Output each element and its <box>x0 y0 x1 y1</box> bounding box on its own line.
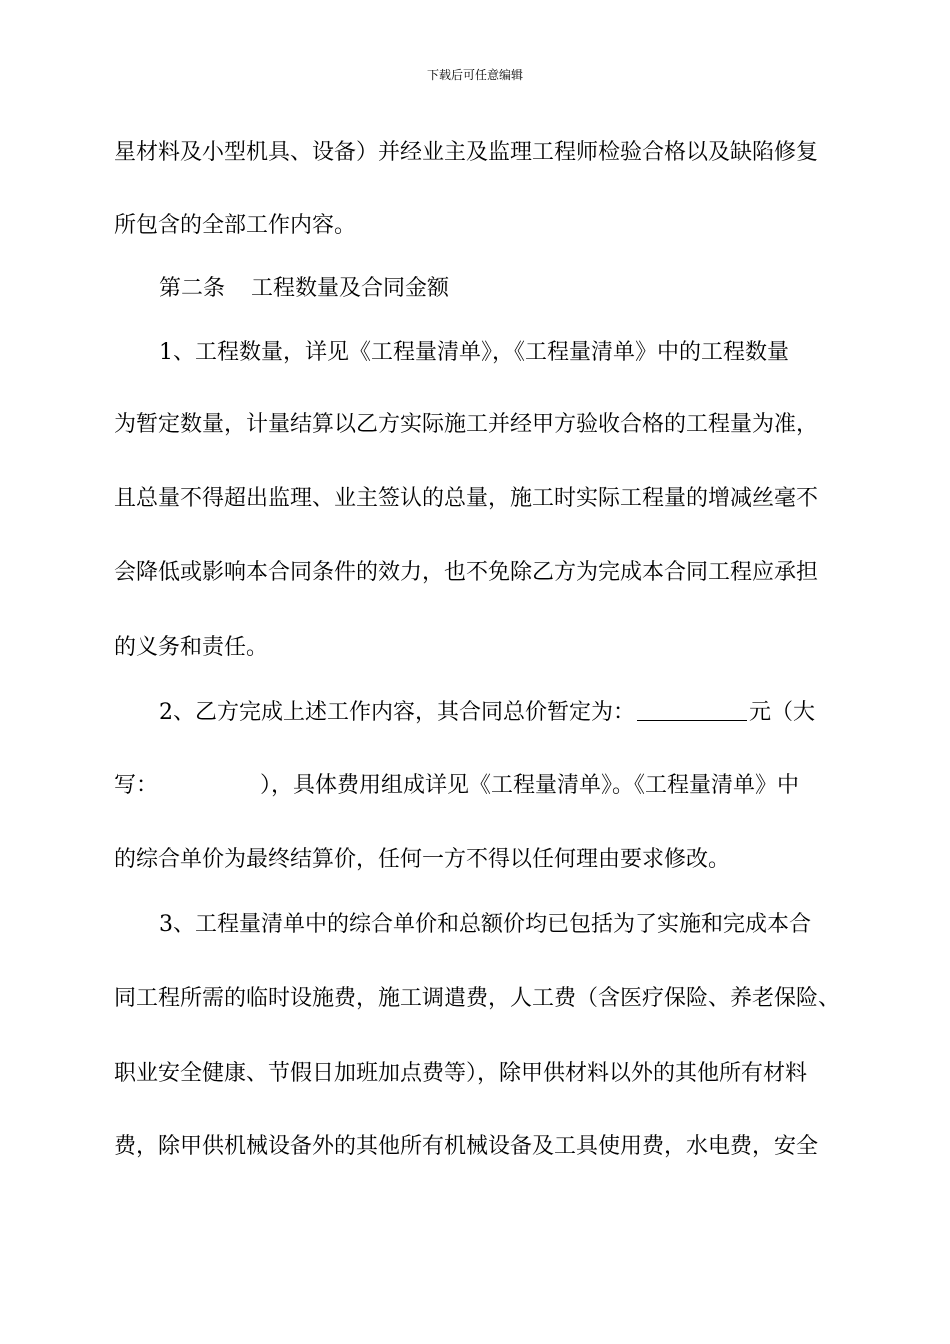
paragraph-1-line: 的义务和责任。 <box>114 635 269 660</box>
paragraph-2-line: 的综合单价为最终结算价，任何一方不得以任何理由要求修改。 <box>114 847 731 872</box>
paragraph-3-line: 职业安全健康、节假日加班加点费等），除甲供材料以外的其他所有材料 <box>114 1061 808 1086</box>
paragraph-3-line: 费，除甲供机械设备外的其他所有机械设备及工具使用费，水电费，安全 <box>114 1134 819 1159</box>
article-title: 工程数量及合同金额 <box>251 276 450 301</box>
capital-label: 写： <box>114 773 159 798</box>
paragraph-3-line: 3、工程量清单中的综合单价和总额价均已包括为了实施和完成本合 <box>159 912 811 937</box>
text-line: 星材料及小型机具、设备）并经业主及监理工程师检验合格以及缺陷修复 <box>114 140 819 165</box>
cost-detail-text: ），具体费用组成详见《工程量清单》。《工程量清单》中 <box>260 773 800 798</box>
paragraph-1-line: 1、工程数量，详见《工程量清单》，《工程量清单》中的工程数量 <box>159 340 789 365</box>
paragraph-1-line: 会降低或影响本合同条件的效力，也不免除乙方为完成本合同工程应承担 <box>114 560 819 585</box>
paragraph-1-line: 且总量不得超出监理、业主签认的总量，施工时实际工程量的增减丝毫不 <box>114 486 819 511</box>
currency-text: 元（大 <box>749 700 816 725</box>
page-header: 下载后可任意编辑 <box>426 68 523 82</box>
contract-amount-blank[interactable] <box>637 698 747 721</box>
text-line: 所包含的全部工作内容。 <box>114 213 357 238</box>
paragraph-1-line: 为暂定数量，计量结算以乙方实际施工并经甲方验收合格的工程量为准， <box>114 412 819 437</box>
paragraph-2-line <box>114 771 854 801</box>
paragraph-3-line: 同工程所需的临时设施费，施工调遣费，人工费（含医疗保险、养老保险、 <box>114 986 841 1011</box>
article-heading <box>159 274 854 304</box>
total-price-text: 2、乙方完成上述工作内容，其合同总价暂定为： <box>159 700 635 725</box>
paragraph-2-line <box>159 698 854 728</box>
article-number: 第二条 <box>159 276 226 301</box>
